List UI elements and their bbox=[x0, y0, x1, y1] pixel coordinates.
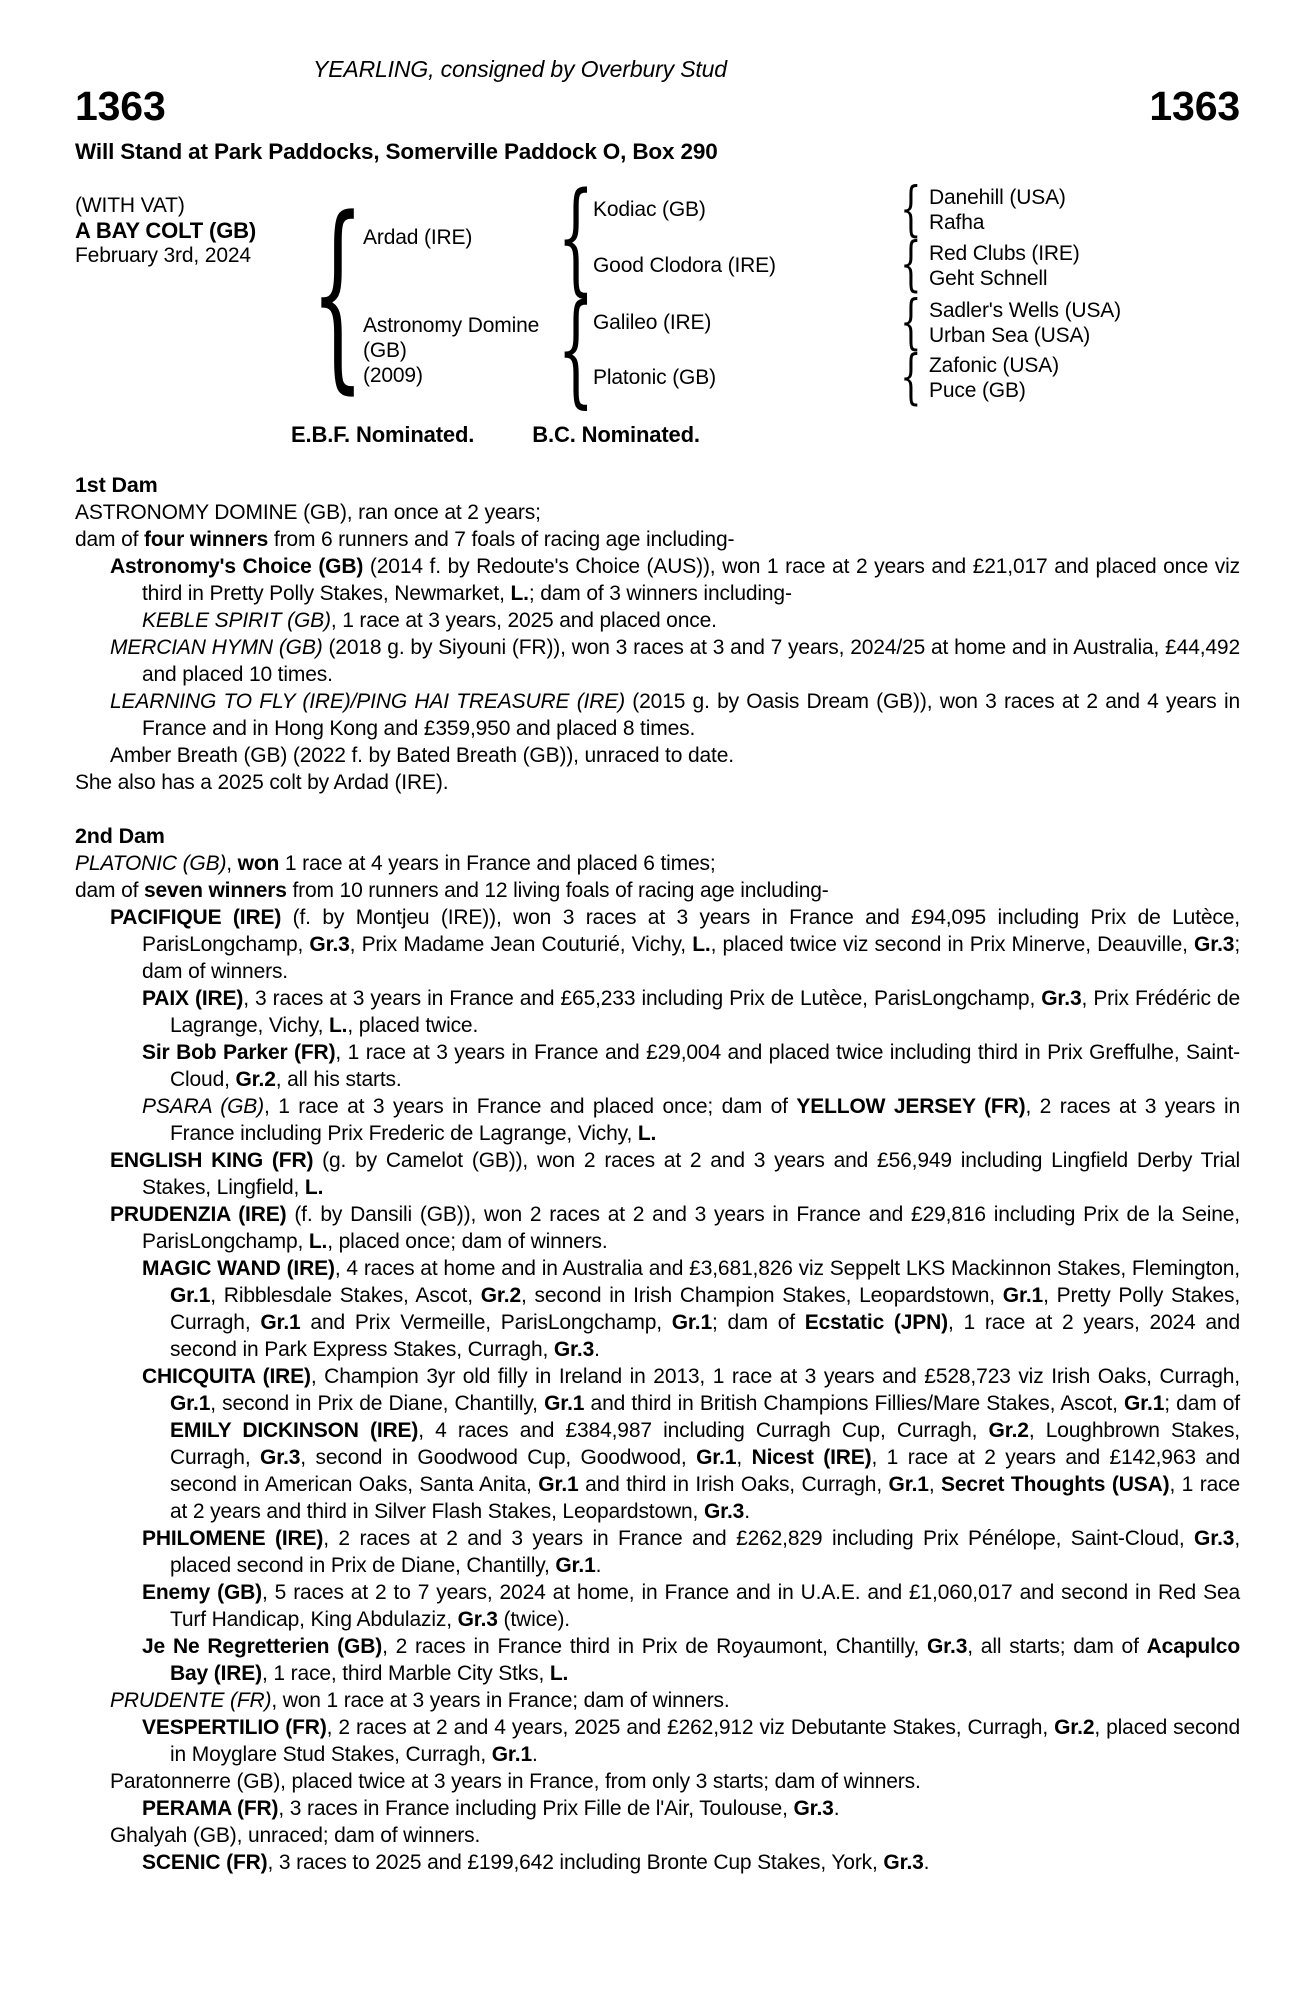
text-run: Gr.1 bbox=[555, 1553, 596, 1577]
text-run: Gr.3 bbox=[883, 1850, 924, 1874]
ancestor-pair bbox=[929, 298, 1121, 348]
sire-ancestors bbox=[593, 185, 1080, 291]
text-run: ; dam of bbox=[712, 1310, 805, 1334]
text-run: Gr.3 bbox=[553, 1337, 595, 1361]
subject-block bbox=[75, 185, 313, 268]
dam-section bbox=[75, 472, 1240, 796]
pedigree-paragraph bbox=[75, 526, 1240, 553]
text-run: Sir Bob Parker (FR) bbox=[142, 1040, 336, 1064]
ancestor-name: Urban Sea (USA) bbox=[929, 323, 1091, 347]
dam-name bbox=[363, 313, 559, 388]
text-run: VESPERTILIO (FR) bbox=[142, 1715, 327, 1739]
text-run: , placed second in Prix de Diane, Chantilly, bbox=[170, 1526, 1240, 1577]
text-run: Ecstatic (JPN) bbox=[804, 1310, 949, 1334]
text-run: Gr.2 bbox=[235, 1067, 276, 1091]
text-run: PACIFIQUE (IRE) bbox=[110, 905, 282, 929]
text-run: Gr.1 bbox=[538, 1472, 579, 1496]
text-run: (2015 g. by Oasis Dream (GB)), won 3 races at 2 and 4 years in France and in Hong Kong and £359,950 and placed 8 times. bbox=[142, 689, 1240, 740]
text-run: dam of bbox=[75, 878, 144, 902]
text-run: . bbox=[833, 1796, 840, 1820]
text-run: MAGIC WAND (IRE) bbox=[142, 1256, 335, 1280]
text-run: Gr.1 bbox=[671, 1310, 712, 1334]
text-run: , 2 races at 2 and 3 years in France and £262,829 including Prix Pénélope, Saint-Cloud, bbox=[323, 1526, 1195, 1550]
dam-sire-name: Galileo (IRE) bbox=[593, 310, 712, 334]
pedigree-paragraph bbox=[75, 1093, 1240, 1147]
pedigree-paragraph bbox=[75, 985, 1240, 1039]
section-heading: 2nd Dam bbox=[75, 823, 165, 848]
text-run: , 1 race at 3 years in France and placed once; dam of bbox=[263, 1094, 797, 1118]
text-run: L. bbox=[328, 1013, 348, 1037]
ancestor-name: Danehill (USA) bbox=[929, 186, 1066, 210]
text-run: Gr.3 bbox=[926, 1634, 968, 1658]
text-run: Gr.1 bbox=[1002, 1283, 1044, 1307]
pedigree-paragraph bbox=[75, 1039, 1240, 1093]
pedigree-paragraph bbox=[75, 1201, 1240, 1255]
text-run: YELLOW JERSEY (FR) bbox=[796, 1094, 1026, 1118]
pedigree-paragraph bbox=[75, 1849, 1240, 1876]
pedigree-paragraph bbox=[75, 1687, 1240, 1714]
text-run: Gr.3 bbox=[703, 1499, 745, 1523]
pedigree-table bbox=[75, 185, 1240, 404]
dam-year: (2009) bbox=[363, 364, 423, 388]
pedigree-paragraph bbox=[75, 1579, 1240, 1633]
text-run: , 3 races to 2025 and £199,642 including Bronte Cup Stakes, York, bbox=[267, 1850, 884, 1874]
text-run: , Champion 3yr old filly in Ireland in 2013, 1 race at 3 years and £528,723 viz Irish Oaks, Curragh, bbox=[310, 1364, 1240, 1388]
text-run: PERAMA (FR) bbox=[142, 1796, 279, 1820]
text-run: and third in Irish Oaks, Curragh, bbox=[578, 1472, 889, 1496]
ancestor-name: Zafonic (USA) bbox=[929, 354, 1059, 378]
text-run: from 10 runners and 12 living foals of racing age including- bbox=[286, 878, 829, 902]
ancestor-name: Rafha bbox=[929, 211, 985, 235]
text-run: L. bbox=[510, 581, 529, 605]
consignor-line: YEARLING, consigned by Overbury Stud bbox=[313, 56, 727, 82]
text-run: MERCIAN HYMN (GB) bbox=[110, 635, 323, 659]
ancestor-pair bbox=[929, 185, 1066, 235]
text-run: CHICQUITA (IRE) bbox=[142, 1364, 311, 1388]
sire-dam-name: Good Clodora (IRE) bbox=[593, 253, 776, 277]
pedigree-paragraph bbox=[75, 769, 1240, 796]
dam-section bbox=[75, 823, 1240, 1876]
text-run: Gr.3 bbox=[1194, 1526, 1235, 1550]
text-run: ; dam of bbox=[1164, 1391, 1240, 1415]
text-run: , won 1 race at 3 years in France; dam of winners. bbox=[271, 1688, 730, 1712]
text-run: . bbox=[594, 1337, 600, 1361]
text-run: , Pretty Polly Stakes, Curragh, bbox=[170, 1283, 1241, 1334]
produce-record bbox=[75, 472, 1240, 1876]
text-run: PHILOMENE (IRE) bbox=[142, 1526, 324, 1550]
pedigree-generation-2 bbox=[363, 185, 1121, 404]
ancestor-name: Puce (GB) bbox=[929, 379, 1026, 403]
text-run: . bbox=[532, 1742, 538, 1766]
sire-branch bbox=[363, 185, 1121, 291]
pedigree-paragraph bbox=[75, 1795, 1240, 1822]
text-run: Ghalyah (GB), unraced; dam of winners. bbox=[110, 1823, 481, 1847]
section-heading: 1st Dam bbox=[75, 472, 158, 497]
text-run: KEBLE SPIRIT (GB) bbox=[142, 608, 331, 632]
sire-name: Ardad (IRE) bbox=[363, 226, 473, 250]
text-run: Gr.3 bbox=[793, 1796, 834, 1820]
text-run: Secret Thoughts (USA) bbox=[941, 1472, 1170, 1496]
dam-dam-branch bbox=[593, 353, 1121, 403]
text-run: . bbox=[744, 1499, 750, 1523]
text-run: , Ribblesdale Stakes, Ascot, bbox=[210, 1283, 481, 1307]
text-run: PAIX (IRE) bbox=[142, 986, 244, 1010]
ancestor-name: Geht Schnell bbox=[929, 266, 1048, 290]
pedigree-paragraph bbox=[75, 850, 1240, 877]
text-run: . bbox=[923, 1850, 930, 1874]
pedigree-paragraph bbox=[75, 1363, 1240, 1525]
dam-ancestors bbox=[593, 298, 1121, 404]
pedigree-paragraph bbox=[75, 877, 1240, 904]
stand-location: Will Stand at Park Paddocks, Somerville Paddock O, Box 290 bbox=[75, 139, 718, 164]
text-run: Enemy (GB) bbox=[142, 1580, 262, 1604]
text-run: Acapulco Bay (IRE) bbox=[170, 1634, 1240, 1685]
text-run: and third in British Champions Fillies/Mare Stakes, Ascot, bbox=[584, 1391, 1124, 1415]
foal-date: February 3rd, 2024 bbox=[75, 244, 251, 267]
text-run: , second in Irish Champion Stakes, Leopardstown, bbox=[521, 1283, 1003, 1307]
ancestor-name: Red Clubs (IRE) bbox=[929, 241, 1080, 265]
text-run: , 2 races in France third in Prix de Royaumont, Chantilly, bbox=[382, 1634, 927, 1658]
ancestor-pair bbox=[929, 241, 1080, 291]
text-run: from 6 runners and 7 foals of racing age including- bbox=[268, 527, 735, 551]
dam-name-text: Astronomy Domine (GB) bbox=[363, 314, 540, 363]
text-run: L. bbox=[308, 1229, 328, 1253]
subject-name: A BAY COLT (GB) bbox=[75, 218, 257, 243]
text-run: Gr.3 bbox=[1194, 932, 1235, 956]
text-run: Gr.3 bbox=[260, 1445, 301, 1469]
text-run: (2014 f. by Redoute's Choice (AUS)), won 1 race at 2 years and £21,017 and placed once viz third in Pretty Polly Stakes, Newmarket, bbox=[142, 554, 1240, 605]
pedigree-brace bbox=[313, 204, 363, 384]
text-run: PLATONIC (GB) bbox=[75, 851, 227, 875]
text-run: Gr.1 bbox=[696, 1445, 737, 1469]
text-run: Gr.1 bbox=[888, 1472, 929, 1496]
text-run: seven winners bbox=[143, 878, 287, 902]
text-run: (twice). bbox=[497, 1607, 570, 1631]
text-run: four winners bbox=[143, 527, 269, 551]
text-run: Nicest (IRE) bbox=[751, 1445, 872, 1469]
text-run: Gr.2 bbox=[988, 1418, 1029, 1442]
text-run: SCENIC (FR) bbox=[142, 1850, 268, 1874]
text-run: , 1 race at 2 years and £142,963 and second in American Oaks, Santa Anita, bbox=[170, 1445, 1240, 1496]
text-run: , bbox=[226, 851, 238, 875]
lot-number-row bbox=[75, 83, 1240, 129]
dam-sire-branch bbox=[593, 298, 1121, 348]
text-run: , 1 race, third Marble City Stks, bbox=[262, 1661, 550, 1685]
pedigree-paragraph bbox=[75, 499, 1240, 526]
text-run: Gr.1 bbox=[170, 1283, 211, 1307]
pedigree-paragraph bbox=[75, 634, 1240, 688]
pedigree-paragraph bbox=[75, 742, 1240, 769]
pedigree-brace bbox=[893, 353, 929, 403]
text-run: , 1 race at 3 years in France and £29,004 and placed twice including third in Prix Greffulhe, Saint-Cloud, bbox=[170, 1040, 1240, 1091]
sire-sire-name: Kodiac (GB) bbox=[593, 198, 706, 222]
text-run: , placed twice. bbox=[347, 1013, 479, 1037]
text-run: , second in Prix de Diane, Chantilly, bbox=[210, 1391, 545, 1415]
text-run: L. bbox=[692, 932, 711, 956]
pedigree-paragraph bbox=[75, 904, 1240, 985]
text-run: . bbox=[595, 1553, 602, 1577]
text-run: (2018 g. by Siyouni (FR)), won 3 races at 3 and 7 years, 2024/25 at home and in Australia, £44,492 and placed 10 times. bbox=[142, 635, 1240, 686]
dam-branch bbox=[363, 298, 1121, 404]
text-run: Astronomy's Choice (GB) bbox=[110, 554, 364, 578]
text-run: (f. by Dansili (GB)), won 2 races at 2 and 3 years in France and £29,816 including Prix de la Seine, ParisLongchamp, bbox=[142, 1202, 1240, 1253]
text-run: EMILY DICKINSON (IRE) bbox=[170, 1418, 419, 1442]
text-run: , 1 race at 2 years and third in Silver Flash Stakes, Leopardstown, bbox=[170, 1472, 1240, 1523]
bc-nomination: B.C. Nominated. bbox=[532, 421, 700, 447]
pedigree-brace bbox=[893, 240, 929, 290]
text-run: Gr.3 bbox=[457, 1607, 498, 1631]
pedigree-paragraph bbox=[75, 1147, 1240, 1201]
text-run: ; dam of winners. bbox=[142, 932, 1240, 983]
pedigree-paragraph bbox=[75, 553, 1240, 607]
ancestor-pair bbox=[929, 353, 1059, 403]
pedigree-brace bbox=[893, 185, 929, 235]
text-run: Gr.1 bbox=[170, 1391, 211, 1415]
text-run: , 1 race at 3 years, 2025 and placed once. bbox=[330, 608, 717, 632]
vat-note: (WITH VAT) bbox=[75, 194, 185, 217]
pedigree-paragraph bbox=[75, 1822, 1240, 1849]
pedigree-paragraph bbox=[75, 1255, 1240, 1363]
text-run: LEARNING TO FLY (IRE)/PING HAI TREASURE (IRE) bbox=[110, 689, 625, 713]
text-run: L. bbox=[549, 1661, 569, 1685]
pedigree-brace bbox=[559, 298, 593, 402]
pedigree-paragraph bbox=[75, 607, 1240, 634]
lot-number-right: 1363 bbox=[1149, 83, 1240, 129]
text-run: Gr.1 bbox=[1124, 1391, 1165, 1415]
text-run: , Loughbrown Stakes, Curragh, bbox=[170, 1418, 1240, 1469]
text-run: won bbox=[237, 851, 280, 875]
sire-dam-branch bbox=[593, 240, 1080, 290]
text-run: Gr.3 bbox=[309, 932, 350, 956]
text-run: PRUDENTE (FR) bbox=[110, 1688, 272, 1712]
text-run: , 1 race at 2 years, 2024 and second in Park Express Stakes, Curragh, bbox=[170, 1310, 1240, 1361]
text-run: , bbox=[928, 1472, 942, 1496]
text-run: Gr.1 bbox=[491, 1742, 532, 1766]
text-run: Gr.1 bbox=[544, 1391, 585, 1415]
text-run: and Prix Vermeille, ParisLongchamp, bbox=[300, 1310, 672, 1334]
ebf-nomination: E.B.F. Nominated. bbox=[291, 421, 475, 447]
pedigree-brace bbox=[893, 298, 929, 348]
lot-number-left: 1363 bbox=[75, 83, 166, 129]
text-run: (g. by Camelot (GB)), won 2 races at 2 and 3 years and £56,949 including Lingfield Derby Trial Stakes, Lingfield, bbox=[142, 1148, 1240, 1199]
text-run: , 5 races at 2 to 7 years, 2024 at home, in France and in U.A.E. and £1,060,017 and second in Red Sea Turf Handicap, King Abdulaziz, bbox=[170, 1580, 1240, 1631]
text-run: L. bbox=[304, 1175, 324, 1199]
text-run: , 2 races at 2 and 4 years, 2025 and £262,912 viz Debutante Stakes, Curragh, bbox=[326, 1715, 1055, 1739]
sire-sire-branch bbox=[593, 185, 1080, 235]
text-run: , 3 races in France including Prix Fille de l'Air, Toulouse, bbox=[278, 1796, 794, 1820]
text-run: , 2 races at 3 years in France including Prix Frederic de Lagrange, Vichy, bbox=[170, 1094, 1241, 1145]
nominations-row bbox=[75, 422, 1240, 448]
text-run: , placed once; dam of winners. bbox=[327, 1229, 608, 1253]
text-run: ASTRONOMY DOMINE (GB), ran once at 2 years; bbox=[75, 500, 541, 524]
text-run: , all starts; dam of bbox=[967, 1634, 1147, 1658]
text-run: Je Ne Regretterien (GB) bbox=[142, 1634, 383, 1658]
text-run: Amber Breath (GB) (2022 f. by Bated Breath (GB)), unraced to date. bbox=[110, 743, 734, 767]
text-run: 1 race at 4 years in France and placed 6 times; bbox=[279, 851, 716, 875]
text-run: , 4 races at home and in Australia and £3,681,826 viz Seppelt LKS Mackinnon Stakes, Flemington, bbox=[334, 1256, 1240, 1280]
text-run: , bbox=[736, 1445, 752, 1469]
text-run: (f. by Montjeu (IRE)), won 3 races at 3 years in France and £94,095 including Prix de Lutèce, ParisLongchamp, bbox=[142, 905, 1240, 956]
text-run: Gr.2 bbox=[480, 1283, 522, 1307]
text-run: , Prix Madame Jean Couturié, Vichy, bbox=[349, 932, 693, 956]
text-run: L. bbox=[637, 1121, 657, 1145]
dam-dam-name: Platonic (GB) bbox=[593, 366, 716, 390]
text-run: , placed twice viz second in Prix Minerve, Deauville, bbox=[710, 932, 1195, 956]
pedigree-paragraph bbox=[75, 1714, 1240, 1768]
pedigree-paragraph bbox=[75, 1633, 1240, 1687]
text-run: , second in Goodwood Cup, Goodwood, bbox=[300, 1445, 697, 1469]
text-run: Paratonnerre (GB), placed twice at 3 years in France, from only 3 starts; dam of winners. bbox=[110, 1769, 921, 1793]
text-run: , 3 races at 3 years in France and £65,233 including Prix de Lutèce, ParisLongchamp, bbox=[243, 986, 1042, 1010]
text-run: ; dam of 3 winners including- bbox=[528, 581, 792, 605]
text-run: Gr.2 bbox=[1054, 1715, 1095, 1739]
text-run: Gr.1 bbox=[260, 1310, 301, 1334]
text-run: , Prix Frédéric de Lagrange, Vichy, bbox=[170, 986, 1240, 1037]
text-run: , all his starts. bbox=[275, 1067, 402, 1091]
text-run: PSARA (GB) bbox=[142, 1094, 264, 1118]
text-run: PRUDENZIA (IRE) bbox=[110, 1202, 287, 1226]
ancestor-name: Sadler's Wells (USA) bbox=[929, 298, 1121, 322]
text-run: , 4 races and £384,987 including Curragh Cup, Curragh, bbox=[418, 1418, 989, 1442]
text-run: , placed second in Moyglare Stud Stakes, Curragh, bbox=[170, 1715, 1240, 1766]
text-run: dam of bbox=[75, 527, 144, 551]
pedigree-paragraph bbox=[75, 688, 1240, 742]
text-run: Gr.3 bbox=[1041, 986, 1082, 1010]
pedigree-brace bbox=[559, 186, 593, 290]
pedigree-paragraph bbox=[75, 1768, 1240, 1795]
text-run: She also has a 2025 colt by Ardad (IRE). bbox=[75, 770, 449, 794]
pedigree-paragraph bbox=[75, 1525, 1240, 1579]
text-run: ENGLISH KING (FR) bbox=[110, 1148, 314, 1172]
